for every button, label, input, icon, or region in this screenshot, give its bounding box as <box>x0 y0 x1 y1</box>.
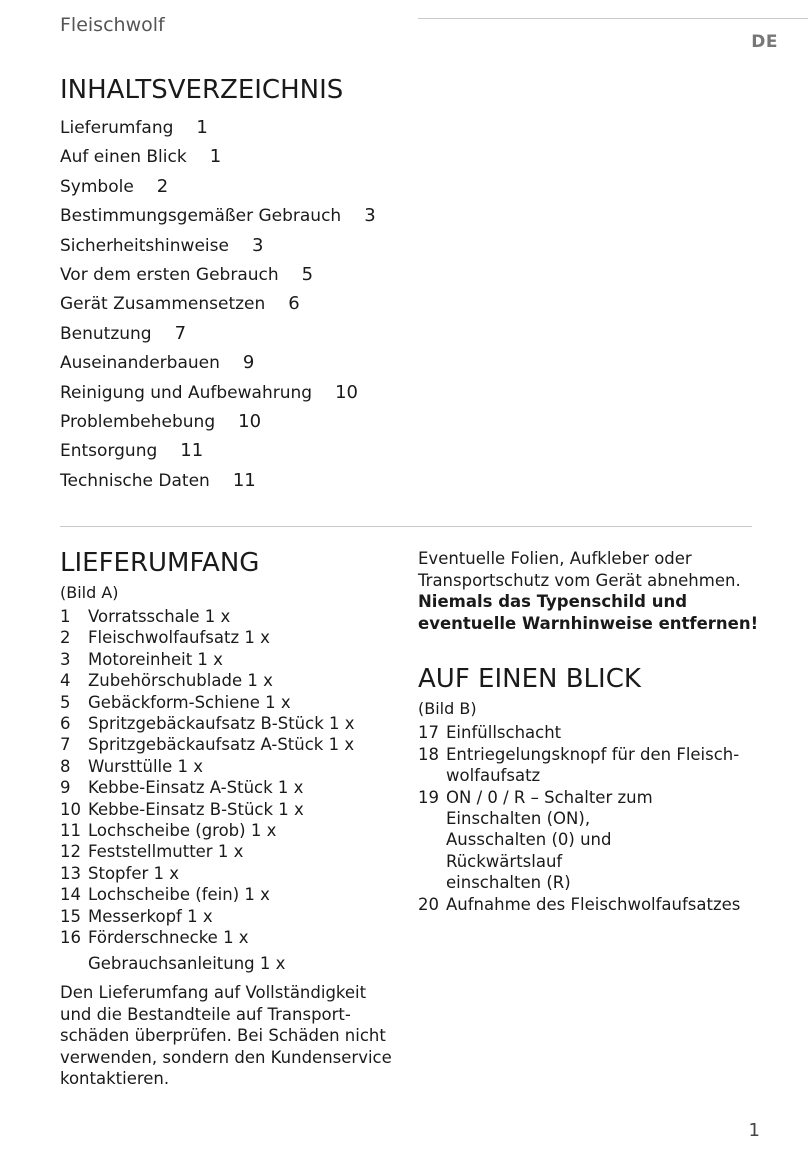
overview-list <box>418 722 768 915</box>
item-number: 8 <box>60 756 71 776</box>
toc-entry[interactable] <box>60 292 376 321</box>
toc-heading: INHALTSVERZEICHNIS <box>60 75 344 105</box>
list-item <box>60 884 400 905</box>
list-item <box>60 606 400 627</box>
item-number: 15 <box>60 906 81 926</box>
item-text: Feststellmutter 1 x <box>88 842 244 862</box>
item-number: 9 <box>60 778 71 798</box>
toc-entry-page: 10 <box>238 410 262 432</box>
item-number: 3 <box>60 649 71 669</box>
item-text: Motoreinheit 1 x <box>88 649 223 669</box>
list-item <box>418 787 768 894</box>
item-number: 11 <box>60 821 81 841</box>
toc-list <box>60 116 376 498</box>
item-text: Fleischwolfaufsatz 1 x <box>88 628 270 648</box>
list-item <box>60 841 400 862</box>
item-number: 20 <box>418 894 439 914</box>
toc-entry-page: 7 <box>174 322 187 344</box>
toc-entry-label: Reinigung und Aufbewahrung <box>60 382 313 403</box>
item-text: Wursttülle 1 x <box>88 756 204 776</box>
toc-entry-page: 3 <box>251 234 264 256</box>
list-item <box>60 799 400 820</box>
toc-entry[interactable] <box>60 410 376 439</box>
item-text: Förderschnecke 1 x <box>88 928 249 948</box>
toc-entry-label: Problembehebung <box>60 411 216 432</box>
lieferumfang-section <box>60 546 400 1090</box>
toc-entry[interactable] <box>60 263 376 292</box>
toc-entry[interactable] <box>60 175 376 204</box>
list-item <box>60 863 400 884</box>
item-text: Entriegelungsknopf für den Fleischwolfaufsatz <box>446 744 740 786</box>
list-item <box>60 777 400 798</box>
item-text: Einfüllschacht <box>446 723 562 743</box>
item-text: Kebbe-Einsatz A-Stück 1 x <box>88 778 304 798</box>
toc-entry-label: Symbole <box>60 176 134 197</box>
list-item <box>60 713 400 734</box>
item-text: Messerkopf 1 x <box>88 906 213 926</box>
toc-entry-label: Technische Daten <box>60 470 210 491</box>
list-item <box>60 953 400 974</box>
toc-entry-label: Bestimmungsgemäßer Gebrauch <box>60 206 342 227</box>
document-title: Fleischwolf <box>60 14 165 36</box>
toc-entry[interactable] <box>60 322 376 351</box>
item-text: Kebbe-Einsatz B-Stück 1 x <box>88 799 304 819</box>
toc-entry-page: 11 <box>232 469 256 491</box>
item-number: 16 <box>60 928 81 948</box>
toc-entry-label: Benutzung <box>60 323 152 344</box>
toc-entry-page: 10 <box>335 381 358 403</box>
item-text: Gebrauchsanleitung 1 x <box>88 953 286 973</box>
item-text: Vorratsschale 1 x <box>88 607 231 626</box>
item-number: 5 <box>60 692 71 712</box>
item-number: 4 <box>60 671 71 691</box>
figure-reference: (Bild A) <box>60 583 119 602</box>
item-text: Aufnahme des Fleischwolfaufsatzes <box>446 894 741 914</box>
item-number: 19 <box>418 787 439 807</box>
page-number: 1 <box>748 1120 760 1141</box>
item-number: 7 <box>60 735 71 755</box>
body-paragraph: Eventuelle Folien, Aufkleber oder Transportschutz vom Gerät abnehmen. <box>418 549 741 590</box>
toc-entry-page: 1 <box>196 117 208 138</box>
toc-entry-page: 11 <box>180 440 204 462</box>
list-item <box>60 756 400 777</box>
toc-entry-page: 9 <box>242 352 255 374</box>
toc-entry[interactable] <box>60 145 376 174</box>
item-text: Zubehörschublade 1 x <box>88 671 273 691</box>
list-item <box>418 744 768 787</box>
item-text: Gebäckform-Schiene 1 x <box>88 692 291 712</box>
item-number: 13 <box>60 863 81 883</box>
header-divider <box>418 18 808 19</box>
toc-entry-page: 2 <box>156 175 169 197</box>
item-text: Lochscheibe (grob) 1 x <box>88 821 277 841</box>
list-item <box>60 627 400 648</box>
item-text: Lochscheibe (fein) 1 x <box>88 885 270 905</box>
item-number: 10 <box>60 799 81 819</box>
toc-entry-label: Auseinanderbauen <box>60 353 220 374</box>
toc-entry-label: Auf einen Blick <box>60 147 187 168</box>
body-paragraph: Den Lieferumfang auf Vollständigkeit und die Bestandteile auf Transportschäden überprüfen. Bei Schäden nicht verwenden, sondern den Kundenservice kontaktieren. <box>60 982 392 1089</box>
list-item <box>60 820 400 841</box>
auf-einen-blick-heading: AUF EINEN BLICK <box>418 664 641 695</box>
toc-entry[interactable] <box>60 439 376 468</box>
item-number: 2 <box>60 628 71 648</box>
item-number: 14 <box>60 885 81 905</box>
toc-entry-page: 3 <box>364 205 376 227</box>
list-item <box>418 722 768 743</box>
item-text: ON / 0 / R – Schalter zum Einschalten (ON), Ausschalten (0) und Rückwärtslauf einschalten (R) <box>446 787 653 893</box>
toc-entry-label: Lieferumfang <box>60 118 174 138</box>
item-number: 12 <box>60 842 81 862</box>
toc-entry[interactable] <box>60 234 376 263</box>
figure-reference: (Bild B) <box>418 699 477 719</box>
item-number: 18 <box>418 744 439 764</box>
toc-entry-label: Sicherheitshinweise <box>60 235 229 256</box>
section-divider <box>60 526 752 527</box>
item-text: Spritzgebäckaufsatz A-Stück 1 x <box>88 735 355 755</box>
language-badge: DE <box>751 32 778 52</box>
toc-entry[interactable] <box>60 381 376 410</box>
parts-list <box>60 606 400 974</box>
list-item <box>418 894 768 915</box>
toc-entry-label: Entsorgung <box>60 441 158 462</box>
list-item <box>60 927 400 948</box>
list-item <box>60 692 400 713</box>
item-number: 17 <box>418 723 439 743</box>
toc-entry[interactable] <box>60 469 376 498</box>
list-item <box>60 649 400 670</box>
toc-entry[interactable] <box>60 204 376 233</box>
toc-entry-label: Gerät Zusammensetzen <box>60 294 266 315</box>
toc-entry-page: 1 <box>209 146 222 168</box>
toc-entry-page: 6 <box>288 293 300 315</box>
toc-entry-page: 5 <box>301 263 314 285</box>
item-number: 1 <box>60 607 71 626</box>
item-text: Stopfer 1 x <box>88 863 180 883</box>
toc-entry-label: Vor dem ersten Gebrauch <box>60 264 279 285</box>
warning-text: Niemals das Typenschild und eventuelle Warnhinweise entfernen! <box>418 592 759 633</box>
lieferumfang-heading: LIEFERUMFANG <box>60 548 260 578</box>
list-item <box>60 906 400 927</box>
list-item <box>60 734 400 755</box>
list-item <box>60 670 400 691</box>
toc-entry[interactable] <box>60 116 376 145</box>
item-text: Spritzgebäckaufsatz B-Stück 1 x <box>88 714 355 734</box>
right-column <box>418 548 768 915</box>
item-number: 6 <box>60 714 71 734</box>
toc-entry[interactable] <box>60 351 376 380</box>
